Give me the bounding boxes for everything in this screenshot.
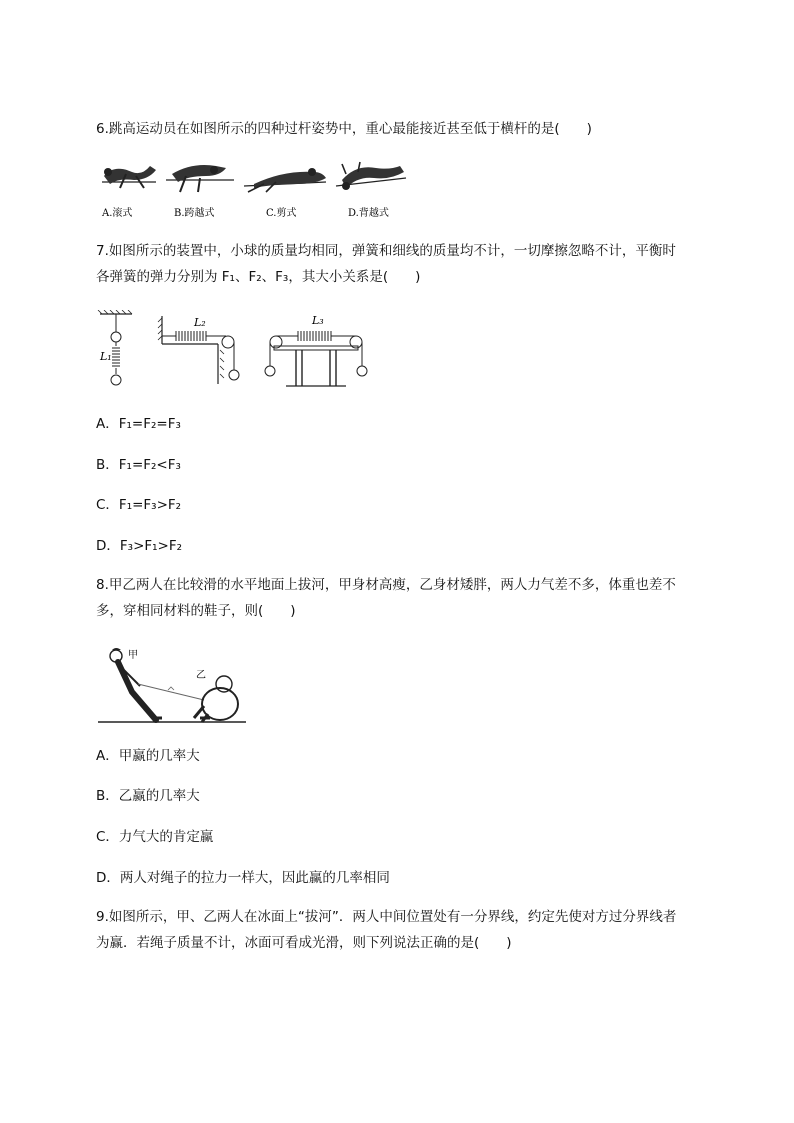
flop-style-figure: [336, 162, 406, 190]
question-9-line-2: 为赢．若绳子质量不计，冰面可看成光滑，则下列说法正确的是( ): [96, 935, 512, 951]
q7-option-d: D．F₃>F₁>F₂: [96, 538, 183, 554]
q8-option-a: A．甲赢的几率大: [96, 748, 200, 764]
question-9-line-1: 9.如图所示，甲、乙两人在冰面上“拔河”．两人中间位置处有一分界线，约定先使对方过分界线者: [96, 909, 677, 925]
caption-flop: D.背越式: [348, 208, 389, 219]
label-yi: 乙: [196, 670, 206, 681]
question-7-line-2: 各弹簧的弹力分别为 F₁、F₂、F₃，其大小关系是( ): [96, 269, 421, 285]
spring-label-2: L₂: [194, 316, 206, 329]
question-6-text: 6.跳高运动员在如图所示的四种过杆姿势中，重心最能接近甚至低于横杆的是( ): [96, 121, 592, 137]
spring-setup-diagram: [96, 310, 386, 394]
spring-label-1: L₁: [100, 350, 112, 363]
tug-of-war-figure: [96, 644, 248, 726]
high-jump-illustration: [96, 158, 416, 220]
roll-style-figure: [102, 166, 156, 188]
question-9-stem: [96, 904, 701, 956]
horizontal-spring-setup: [158, 316, 239, 384]
high-jump-figure: [96, 158, 416, 220]
table-spring-setup: [265, 314, 367, 386]
question-7-stem: [96, 238, 701, 290]
question-8-line-2: 多，穿相同材料的鞋子，则( ): [96, 603, 296, 619]
spring-setup-figure: [96, 310, 386, 394]
tug-of-war-illustration: [96, 644, 248, 726]
q7-option-b: B．F₁=F₂<F₃: [96, 457, 181, 473]
q8-option-b: B．乙赢的几率大: [96, 788, 200, 804]
straddle-style-figure: [166, 165, 234, 192]
scissors-style-figure: [244, 168, 326, 192]
q8-option-d: D．两人对绳子的拉力一样大，因此赢的几率相同: [96, 870, 390, 886]
vertical-spring-setup: [98, 310, 132, 385]
caption-roll: A.滚式: [102, 208, 133, 219]
caption-scissors: C.剪式: [266, 208, 297, 219]
question-8-stem: [96, 572, 701, 624]
label-jia: 甲: [128, 650, 138, 661]
question-6-stem: [96, 116, 592, 142]
spring-label-3: L₃: [312, 314, 324, 327]
q8-option-c: C．力气大的肯定赢: [96, 829, 214, 845]
q7-option-a: A．F₁=F₂=F₃: [96, 416, 181, 432]
caption-straddle: B.跨越式: [174, 208, 215, 219]
question-7-line-1: 7.如图所示的装置中，小球的质量均相同，弹簧和细线的质量均不计，一切摩擦忽略不计，平衡时: [96, 243, 676, 259]
question-8-line-1: 8.甲乙两人在比较滑的水平地面上拔河，甲身材高瘦，乙身材矮胖，两人力气差不多，体重也差不: [96, 577, 676, 593]
q7-option-c: C．F₁=F₃>F₂: [96, 497, 182, 513]
person-yi: [194, 669, 238, 722]
person-jia: [110, 648, 162, 720]
